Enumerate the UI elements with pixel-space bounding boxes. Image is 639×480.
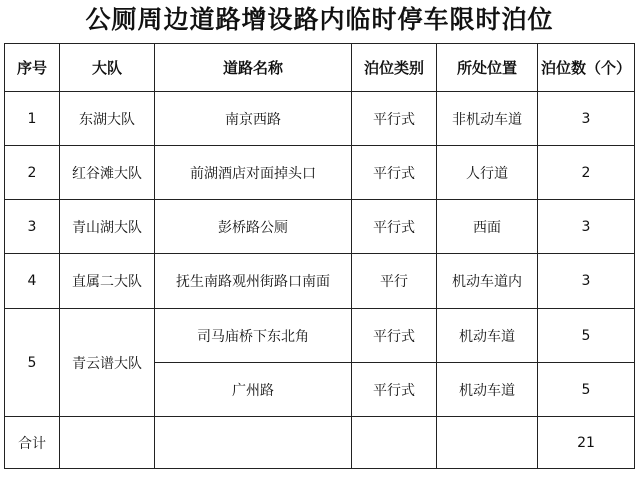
total-label: 合计 xyxy=(5,417,60,469)
cell-location: 机动车道内 xyxy=(437,254,538,309)
cell-road: 司马庙桥下东北角 xyxy=(155,309,352,363)
total-empty-cell xyxy=(437,417,538,469)
cell-type: 平行式 xyxy=(352,146,437,200)
cell-road: 前湖酒店对面掉头口 xyxy=(155,146,352,200)
table-row xyxy=(5,254,635,309)
total-empty-cell xyxy=(352,417,437,469)
table-header-row xyxy=(5,44,635,92)
cell-team: 红谷滩大队 xyxy=(60,146,155,200)
table-row xyxy=(5,309,635,363)
cell-road: 南京西路 xyxy=(155,92,352,146)
page-title: 公厕周边道路增设路内临时停车限时泊位 xyxy=(85,5,554,34)
cell-location: 西面 xyxy=(437,200,538,254)
cell-type: 平行 xyxy=(352,254,437,309)
table-row xyxy=(5,92,635,146)
cell-location: 非机动车道 xyxy=(437,92,538,146)
cell-count: 2 xyxy=(538,146,635,200)
cell-team: 青云谱大队 xyxy=(60,309,155,417)
cell-count: 3 xyxy=(538,254,635,309)
cell-no: 2 xyxy=(5,146,60,200)
total-empty-cell xyxy=(60,417,155,469)
cell-count: 3 xyxy=(538,92,635,146)
total-empty-cell xyxy=(155,417,352,469)
cell-type: 平行式 xyxy=(352,92,437,146)
total-row xyxy=(5,417,635,469)
cell-type: 平行式 xyxy=(352,200,437,254)
header-type: 泊位类别 xyxy=(352,44,437,92)
header-location: 所处位置 xyxy=(437,44,538,92)
cell-road: 抚生南路观州街路口南面 xyxy=(155,254,352,309)
header-road: 道路名称 xyxy=(155,44,352,92)
cell-road: 彭桥路公厕 xyxy=(155,200,352,254)
cell-count: 5 xyxy=(538,309,635,363)
cell-no: 1 xyxy=(5,92,60,146)
cell-team: 青山湖大队 xyxy=(60,200,155,254)
header-no: 序号 xyxy=(5,44,60,92)
cell-no: 4 xyxy=(5,254,60,309)
cell-type: 平行式 xyxy=(352,309,437,363)
cell-type: 平行式 xyxy=(352,363,437,417)
cell-location: 人行道 xyxy=(437,146,538,200)
cell-team: 直属二大队 xyxy=(60,254,155,309)
cell-no: 5 xyxy=(5,309,60,417)
cell-road: 广州路 xyxy=(155,363,352,417)
header-count: 泊位数（个） xyxy=(538,44,635,92)
table-row xyxy=(5,146,635,200)
cell-count: 5 xyxy=(538,363,635,417)
parking-table xyxy=(4,43,635,469)
table-row xyxy=(5,200,635,254)
cell-team: 东湖大队 xyxy=(60,92,155,146)
cell-location: 机动车道 xyxy=(437,363,538,417)
total-count: 21 xyxy=(538,417,635,469)
header-team: 大队 xyxy=(60,44,155,92)
cell-count: 3 xyxy=(538,200,635,254)
cell-no: 3 xyxy=(5,200,60,254)
cell-location: 机动车道 xyxy=(437,309,538,363)
